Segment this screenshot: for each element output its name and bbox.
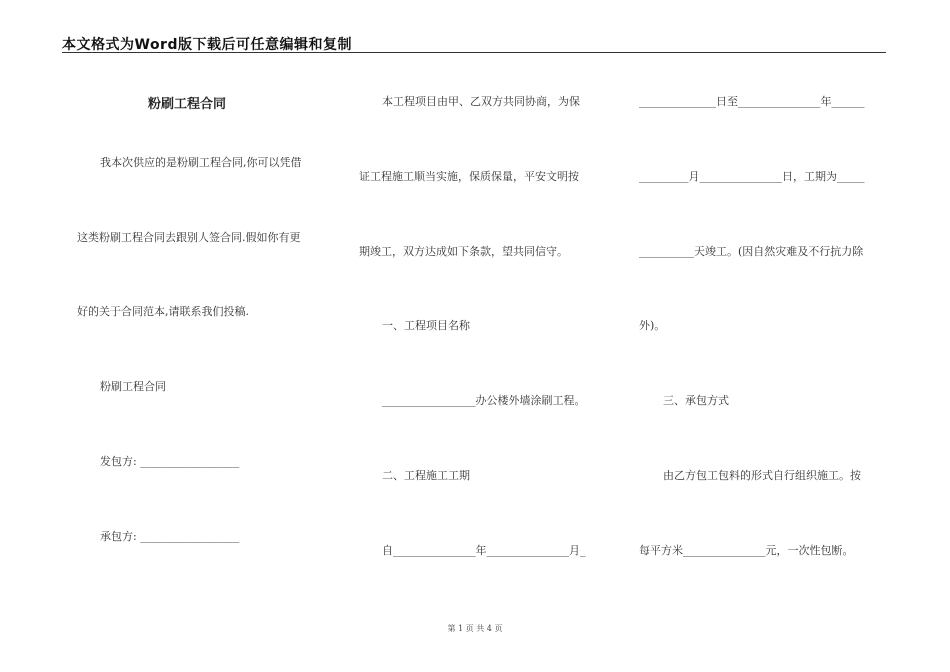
period-line-5: 外)。 — [639, 319, 666, 332]
section-2-heading: 二、工程施工工期 — [382, 469, 470, 482]
intro-line-1: 我本次供应的是粉刷工程合同,你可以凭借 — [100, 156, 302, 169]
intro-line-2: 这类粉刷工程合同去跟别人签合同.假如你有更 — [77, 231, 301, 244]
period-line-3: _________月_______________日，工期为_____ — [639, 170, 865, 183]
method-line-1: 由乙方包工包料的形式自行组织施工。按 — [663, 469, 861, 482]
header-rule — [62, 52, 886, 53]
method-line-2: 每平方米_______________元，一次性包断。 — [639, 544, 854, 557]
body-line-2: 证工程施工顺当实施，保质保量，平安文明按 — [359, 170, 579, 183]
section-1-heading: 一、工程项目名称 — [382, 319, 470, 332]
page-number-footer: 第 1 页 共 4 页 — [447, 624, 503, 633]
body-line-3: 期竣工，双方达成如下条款，望共同信守。 — [359, 245, 568, 258]
contract-title: 粉刷工程合同 — [148, 97, 227, 112]
period-line-4: __________天竣工。(因自然灾难及不行抗力除 — [639, 245, 864, 258]
document-header: 本文格式为Word版下载后可任意编辑和复制 — [62, 37, 352, 53]
intro-line-3: 好的关于合同范本,请联系我们投稿. — [77, 305, 249, 318]
project-name-line: _________________办公楼外墙涂刷工程。 — [382, 394, 586, 407]
period-line-1: 自_______________年_______________月_ — [382, 544, 586, 557]
employer-field: 发包方: __________________ — [100, 455, 240, 468]
section-3-heading: 三、承包方式 — [663, 394, 729, 407]
period-line-2: ______________日至_______________年______ — [639, 95, 865, 108]
body-line-1: 本工程项目由甲、乙双方共同协商，为保 — [382, 95, 580, 108]
contractor-field: 承包方: __________________ — [100, 530, 240, 543]
subtitle: 粉刷工程合同 — [100, 380, 166, 393]
